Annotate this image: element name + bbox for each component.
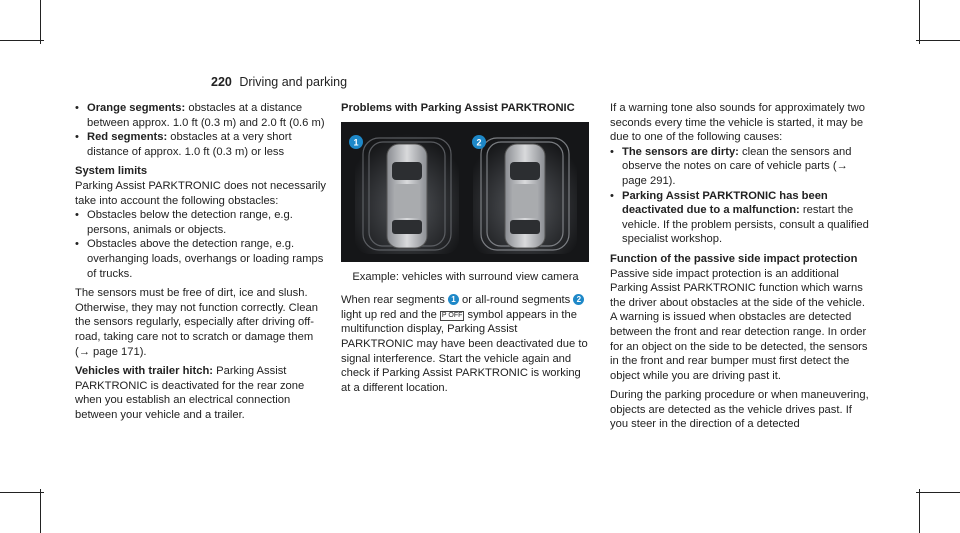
crop-mark: [40, 489, 41, 533]
paragraph-text: or all-round segments: [458, 294, 574, 307]
list-item-text: ).: [668, 174, 676, 187]
paragraph-text: symbol appears in the multifunction display, Parking Assist PARKTRONIC may have been deactivated due to signal interference. Start the vehicle again and check if Parking Assist PARKTRONIC is working at a different location.: [341, 308, 588, 394]
crop-mark: [0, 40, 44, 41]
page-header: [211, 75, 347, 89]
figure-badge-1: 1: [353, 137, 359, 148]
vehicle-illustration: [341, 122, 589, 262]
crop-mark: [916, 492, 960, 493]
paragraph-text: Parking Assist PARKTRONIC is deactivated for the rear zone when you establish an electrical connection between your vehicle and a trailer.: [75, 365, 305, 421]
paragraph: Parking Assist PARKTRONIC does not necessarily take into account the following obstacles:: [75, 179, 326, 207]
paragraph: [75, 286, 330, 359]
heading-problems: Problems with Parking Assist PARKTRONIC: [341, 102, 575, 114]
paragraph-text: When rear segments: [341, 294, 448, 307]
callout-badge-2: 2: [573, 294, 584, 305]
crop-mark: [919, 0, 920, 44]
term-red-segments: Red segments:: [87, 131, 168, 144]
column-2: [341, 101, 590, 395]
paragraph-text: light up red and the: [341, 308, 440, 321]
figure-badge-2: 2: [476, 137, 482, 148]
page-reference-link[interactable]: → page 291: [622, 160, 848, 187]
list-item: [75, 130, 330, 159]
heading-system-limits: System limits: [75, 165, 148, 178]
heading-side-impact: Function of the passive side impact protection: [610, 252, 858, 265]
crop-mark: [40, 0, 41, 44]
term-malfunction: Parking Assist PARKTRONIC has been deactivated due to a malfunction:: [622, 189, 828, 217]
crop-mark: [919, 489, 920, 533]
section-title: Driving and parking: [239, 75, 348, 89]
column-3: [610, 101, 870, 432]
term-orange-segments: Orange segments:: [87, 102, 186, 114]
crop-mark: [916, 40, 960, 41]
crop-mark: [0, 492, 44, 493]
term-trailer-hitch: Vehicles with trailer hitch:: [75, 365, 214, 378]
paragraph-text: The sensors must be free of dirt, ice and slush. Otherwise, they may not function correctly. Clean the sensors regularly, especially after driving off-road, taking care not to scratch or damage them (: [75, 287, 318, 358]
list-item-text: obstacles at a distance between approx. 1.0 ft (0.3 m) and 2.0 ft (0.6 m): [87, 102, 325, 129]
list-item: • Obstacles above the detection range, e.g. overhanging loads, overhangs or loading ramps of trucks.: [75, 237, 330, 281]
list-item: [75, 101, 330, 130]
paragraph: [75, 364, 330, 422]
list-item: [610, 189, 870, 247]
column-1: [75, 101, 330, 422]
parktronic-off-icon: P OFF: [441, 311, 463, 319]
paragraph-text: ).: [139, 345, 147, 358]
paragraph: During the parking procedure or when maneuvering, objects are detected as the vehicle drives past. If you steer in the direction of a detected: [610, 389, 869, 431]
term-sensors-dirty: The sensors are dirty:: [622, 145, 739, 158]
list-item: • Obstacles below the detection range, e.g. persons, animals or objects.: [75, 208, 330, 237]
page-number: 220: [211, 75, 232, 89]
callout-badge-1: 1: [448, 294, 459, 305]
page-reference-link[interactable]: → page 171: [78, 345, 140, 358]
list-item-text: clean the sensors and observe the notes on care of vehicle parts (: [622, 145, 852, 173]
paragraph: [341, 293, 590, 395]
list-item-text: restart the vehicle. If the problem persists, consult a qualified specialist workshop.: [622, 204, 869, 246]
parktronic-figure: [341, 122, 589, 262]
paragraph: Passive side impact protection is an additional Parking Assist PARKTRONIC function which warns the driver about obstacles at the side of the vehicle. A warning is issued when obstacles are detected between the front and rear detection range. In order for an object on the side to be detected, the sensors in the front and rear bumper must first detect the object while you are driving past it.: [610, 267, 868, 382]
list-item: [610, 145, 870, 189]
list-item-text: obstacles at a very short distance of approx. 1.0 ft (0.3 m) or less: [87, 131, 292, 158]
paragraph: If a warning tone also sounds for approximately two seconds every time the vehicle is started, it may be due to one of the following causes:: [610, 102, 865, 144]
figure-caption: Example: vehicles with surround view camera: [352, 270, 579, 283]
